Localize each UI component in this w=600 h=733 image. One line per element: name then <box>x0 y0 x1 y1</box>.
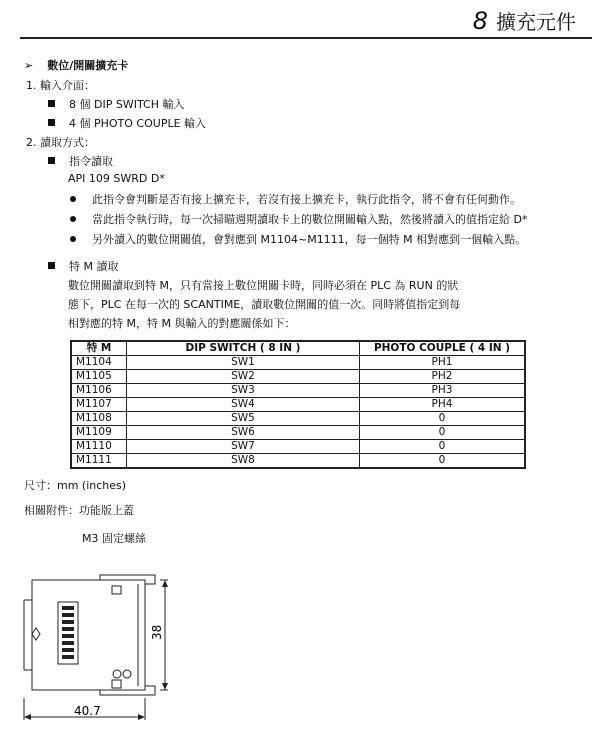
sub1-bullet-text: 此指令會判斷是否有接上擴充卡，若沒有接上擴充卡，執行此指令，將不會有任何動作。 <box>92 193 521 206</box>
dip-switch-icon <box>62 620 74 624</box>
table-header-cell: PHOTO COUPLE ( 4 IN ) <box>360 341 526 356</box>
sub1-heading <box>48 153 113 169</box>
table-cell: M1107 <box>71 398 127 412</box>
table-cell: PH1 <box>360 356 526 370</box>
table-cell: M1110 <box>71 440 127 454</box>
chapter-number: 8 <box>472 7 488 35</box>
screw-label: M3 固定螺絲 <box>82 532 146 545</box>
table-cell: SW7 <box>127 440 360 454</box>
dip-switch-block <box>58 602 78 664</box>
card-dimension-drawing <box>20 570 180 730</box>
table-cell: SW5 <box>127 412 360 426</box>
list1-item <box>48 115 206 131</box>
sub2-paragraph-line: 相對應的特 M，特 M 與輸入的對應關係如下： <box>68 317 296 330</box>
square-bullet-icon <box>48 157 55 164</box>
dip-switch-icon <box>62 655 74 659</box>
table-row <box>71 440 525 454</box>
table-cell: M1109 <box>71 426 127 440</box>
dim-arrow <box>162 683 168 690</box>
card-outline <box>32 580 145 690</box>
sub1-bullet-text: 當此指令執行時，每一次掃瞄週期讀取卡上的數位開關輸入點，然後將讀入的值指定給 D* <box>92 213 528 226</box>
dim-arrow <box>24 714 31 720</box>
table-row <box>71 356 525 370</box>
table-row <box>71 370 525 384</box>
table-cell: M1108 <box>71 412 127 426</box>
table-cell: SW2 <box>127 370 360 384</box>
table-cell: PH4 <box>360 398 526 412</box>
table-cell: M1106 <box>71 384 127 398</box>
dim-arrow <box>162 580 168 587</box>
sub2-label: 特 M 讀取 <box>69 260 119 273</box>
corner-notch <box>112 680 121 688</box>
table-cell: 0 <box>360 440 526 454</box>
table-cell: 0 <box>360 454 526 469</box>
table-cell: 0 <box>360 426 526 440</box>
table-cell: PH2 <box>360 370 526 384</box>
chapter-title <box>473 6 576 35</box>
chapter-name: 擴充元件 <box>496 10 576 34</box>
sub2-paragraph-line: 態下，PLC 在每一次的 SCANTIME，讀取數位開關的值一次。同時將值指定到每 <box>68 298 461 311</box>
corner-notch <box>112 586 121 594</box>
dip-switch-icon <box>62 606 74 610</box>
table-cell: M1104 <box>71 356 127 370</box>
sub1-bullet-text: 另外讀入的數位開關值，會對應到 M1104~M1111，每一個特 M 相對應到一個輸入點。 <box>92 233 527 246</box>
dot-bullet-icon <box>70 196 76 202</box>
table-row <box>71 384 525 398</box>
table-cell: SW1 <box>127 356 360 370</box>
table-cell: M1105 <box>71 370 127 384</box>
dim-arrow <box>138 714 145 720</box>
table-row <box>71 398 525 412</box>
table-row <box>71 412 525 426</box>
square-bullet-icon <box>48 119 55 126</box>
dip-switch-icon <box>62 634 74 638</box>
mounting-hole <box>32 628 40 640</box>
section-title: 數位/開關擴充卡 <box>47 59 129 72</box>
sub2-paragraph-line: 數位開關讀取到特 M，只有當接上數位開關卡時，同時必須在 PLC 為 RUN 的狀 <box>68 279 459 292</box>
sub1-bullet <box>70 211 527 227</box>
table-cell: SW4 <box>127 398 360 412</box>
sub2-heading <box>48 258 118 274</box>
width-dimension-text: 40.7 <box>74 704 101 718</box>
table-header-cell: DIP SWITCH ( 8 IN ) <box>127 341 360 356</box>
list1-item-text: 4 個 PHOTO COUPLE 輸入 <box>69 117 207 130</box>
special-m-table <box>70 340 526 469</box>
sub1-bullet <box>70 191 521 207</box>
table-cell: SW6 <box>127 426 360 440</box>
table-cell: M1111 <box>71 454 127 469</box>
dip-switch-icon <box>62 648 74 652</box>
table-row <box>71 426 525 440</box>
card-tab <box>24 600 32 670</box>
sub1-bullet <box>70 231 526 247</box>
dot-bullet-icon <box>70 236 76 242</box>
table-header-cell: 特 M <box>71 341 127 356</box>
list1-item <box>48 96 184 112</box>
table-header-row <box>71 341 525 356</box>
table-row <box>71 454 525 469</box>
table-cell: PH3 <box>360 384 526 398</box>
list2-label: 2. 讀取方式： <box>26 136 95 149</box>
table-cell: SW3 <box>127 384 360 398</box>
section-heading <box>24 57 128 73</box>
arrow-icon: ➢ <box>24 59 34 72</box>
table-cell: 0 <box>360 412 526 426</box>
dimensions-label: 尺寸：mm (inches) <box>24 479 127 492</box>
dip-switch-icon <box>62 627 74 631</box>
led-indicator <box>123 670 131 678</box>
list1-label: 1. 輸入介面： <box>26 79 95 92</box>
dip-switch-icon <box>62 641 74 645</box>
accessories-label: 相關附件：功能版上蓋 <box>24 504 134 517</box>
header-rule <box>20 37 592 39</box>
table-cell: SW8 <box>127 454 360 469</box>
square-bullet-icon <box>48 100 55 107</box>
dip-switch-icon <box>62 613 74 617</box>
list1-item-text: 8 個 DIP SWITCH 輸入 <box>69 98 185 111</box>
api-line: API 109 SWRD D* <box>68 172 165 185</box>
sub1-label: 指令讀取 <box>69 155 113 168</box>
height-dimension-text: 38 <box>150 624 164 640</box>
dot-bullet-icon <box>70 216 76 222</box>
square-bullet-icon <box>48 262 55 269</box>
led-indicator <box>113 670 121 678</box>
